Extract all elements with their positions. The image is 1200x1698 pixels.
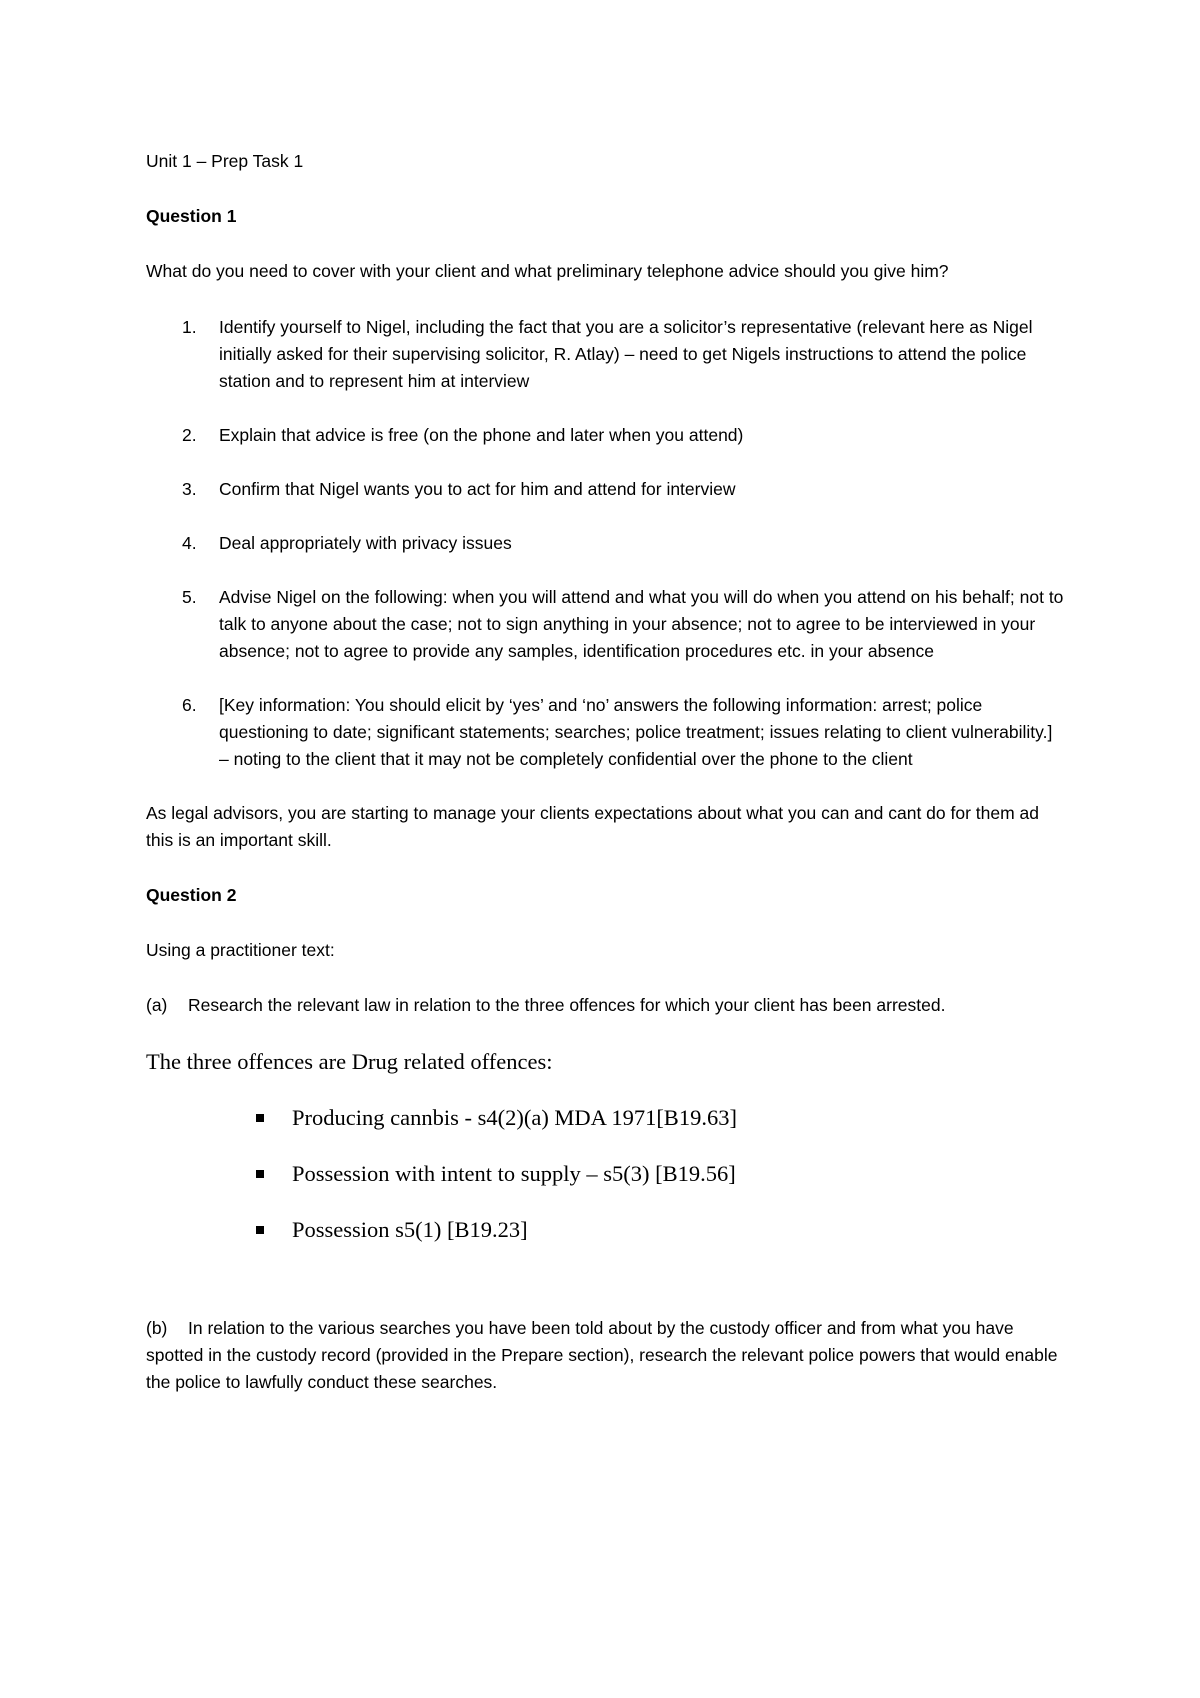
answer-item (146, 584, 1066, 665)
part-a-text: Research the relevant law in relation to the three offences for which your client has been arrested. (188, 995, 946, 1015)
part-a-label: (a) (146, 995, 168, 1015)
answer-item (146, 692, 1066, 773)
part-b-text: In relation to the various searches you have been told about by the custody officer and from what you have spotted in the custody record (provided in the Prepare section), research the relevant police powers that would enable the police to lawfully conduct these searches. (146, 1318, 1058, 1392)
answer-text: Identify yourself to Nigel, including the fact that you are a solicitor’s representative (relevant here as Nigel initially asked for their supervising solicitor, R. Atlay) – need to get Nigels instructions to attend the police station and to represent him at interview (219, 317, 1033, 391)
answer-number: 1. (182, 317, 197, 337)
answer-item (146, 422, 1066, 449)
answer-item (146, 530, 1066, 557)
offences-list (146, 1103, 1066, 1245)
question-2-part-a (146, 992, 1066, 1019)
offence-item (146, 1103, 1066, 1133)
question-2-heading: Question 2 (146, 885, 237, 905)
answer-item (146, 476, 1066, 503)
part-b-label: (b) (146, 1318, 168, 1338)
answer-number: 3. (182, 479, 197, 499)
square-bullet-icon (256, 1114, 264, 1122)
answer-number: 2. (182, 425, 197, 445)
answer-number: 4. (182, 533, 197, 553)
square-bullet-icon (256, 1170, 264, 1178)
answer-text: Confirm that Nigel wants you to act for him and attend for interview (219, 479, 736, 499)
answer-text: [Key information: You should elicit by ‘yes’ and ‘no’ answers the following information: arrest; police questioning to date; significant statements; searches; police treatment; issues relating to client vulnerability.] – noting to the client that it may not be completely confidential over the phone to the client (219, 695, 1053, 769)
question-2-part-b (146, 1315, 1066, 1396)
answer-number: 5. (182, 587, 197, 607)
offence-text: Possession with intent to supply – s5(3) [B19.56] (292, 1161, 736, 1186)
answer-text: Deal appropriately with privacy issues (219, 533, 512, 553)
document-content (146, 148, 1066, 1424)
offences-intro: The three offences are Drug related offences: (146, 1049, 553, 1074)
square-bullet-icon (256, 1226, 264, 1234)
answer-number: 6. (182, 695, 197, 715)
offence-item (146, 1159, 1066, 1189)
question-1-answer-list (146, 314, 1066, 773)
document-title: Unit 1 – Prep Task 1 (146, 151, 304, 171)
offence-item (146, 1215, 1066, 1245)
answer-text: Explain that advice is free (on the phone and later when you attend) (219, 425, 744, 445)
question-1-text: What do you need to cover with your client and what preliminary telephone advice should you give him? (146, 261, 949, 281)
offence-text: Producing cannbis - s4(2)(a) MDA 1971[B19.63] (292, 1105, 737, 1130)
question-1-closing: As legal advisors, you are starting to manage your clients expectations about what you can and cant do for them ad this is an important skill. (146, 803, 1040, 850)
answer-text: Advise Nigel on the following: when you will attend and what you will do when you attend on his behalf; not to talk to anyone about the case; not to sign anything in your absence; not to agree to be interviewed in your absence; not to agree to provide any samples, identification procedures etc. in your absence (219, 587, 1064, 661)
question-1-heading: Question 1 (146, 206, 237, 226)
answer-item (146, 314, 1066, 395)
question-2-intro: Using a practitioner text: (146, 940, 335, 960)
offence-text: Possession s5(1) [B19.23] (292, 1217, 528, 1242)
